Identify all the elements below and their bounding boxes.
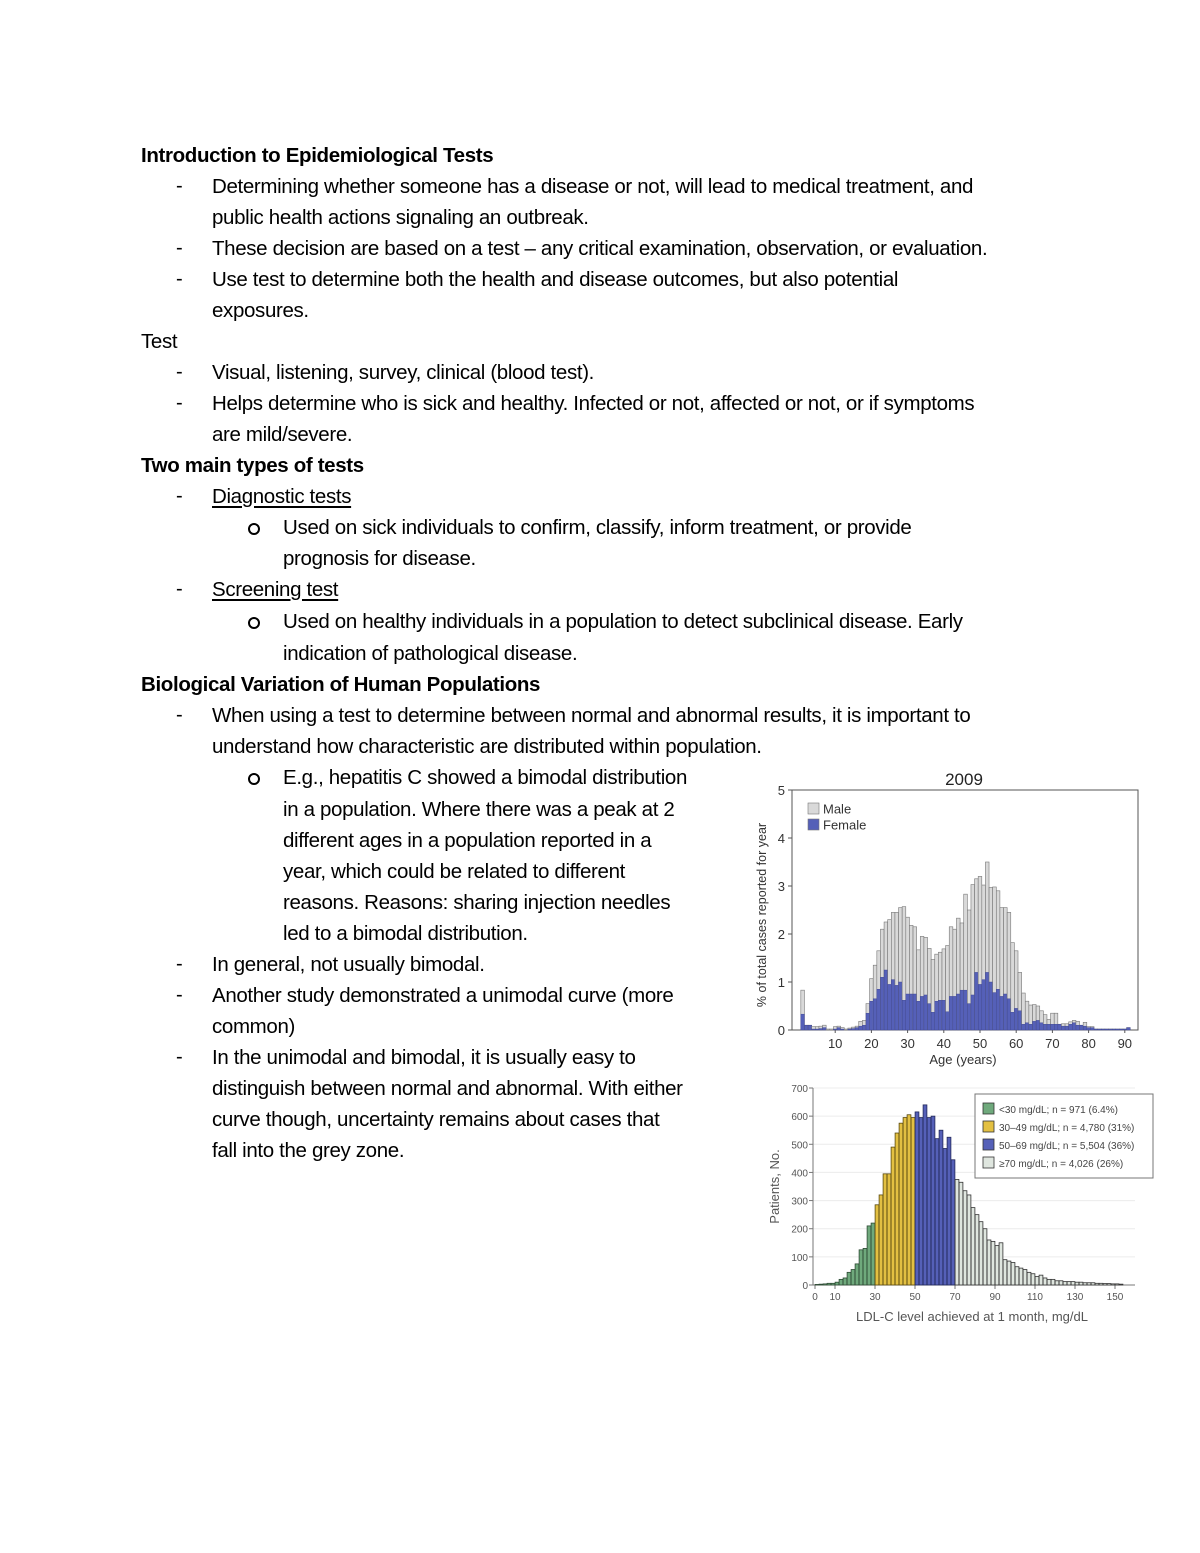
diagnostic-tests-label: Diagnostic tests xyxy=(212,485,352,508)
intro-bullet-3-line-1: Use test to determine both the health and disease outcomes, but also potential xyxy=(212,268,899,291)
bio-sub-line-5: reasons. Reasons: sharing injection needles xyxy=(283,891,671,914)
bio-bullet-4-line-3: curve though, uncertainty remains about cases that xyxy=(212,1108,660,1131)
screening-test-label: Screening test xyxy=(212,578,339,601)
x-axis-label: Age (years) xyxy=(929,1052,997,1067)
legend-label: 30–49 mg/dL; n = 4,780 (31%) xyxy=(999,1123,1135,1134)
svg-text:90: 90 xyxy=(1117,1036,1133,1051)
svg-text:150: 150 xyxy=(1106,1292,1124,1303)
svg-text:30: 30 xyxy=(900,1036,915,1051)
dash-bullet: - xyxy=(176,704,183,726)
svg-text:50: 50 xyxy=(909,1292,921,1303)
screening-sub-line-1: Used on healthy individuals in a population to detect subclinical disease. Early xyxy=(283,610,963,633)
intro-bullet-1-line-1: Determining whether someone has a disease or not, will lead to medical treatment, and xyxy=(212,175,974,198)
circle-bullet-icon xyxy=(248,773,260,785)
svg-text:3: 3 xyxy=(777,879,785,894)
svg-text:0: 0 xyxy=(802,1281,808,1292)
ldl-c-histogram xyxy=(755,1075,1165,1335)
dash-bullet: - xyxy=(176,485,183,507)
svg-text:5: 5 xyxy=(777,783,785,798)
bio-bullet-2: In general, not usually bimodal. xyxy=(212,953,485,976)
bio-sub-line-6: led to a bimodal distribution. xyxy=(283,922,528,945)
dash-bullet: - xyxy=(176,392,183,414)
svg-text:20: 20 xyxy=(864,1036,879,1051)
hepatitis-c-2009-histogram xyxy=(740,765,1160,1070)
svg-text:400: 400 xyxy=(791,1168,808,1180)
svg-text:80: 80 xyxy=(1081,1036,1096,1051)
dash-bullet: - xyxy=(176,984,183,1006)
y-axis-label: % of total cases reported for year xyxy=(755,822,769,1008)
legend-label: <30 mg/dL; n = 971 (6.4%) xyxy=(999,1105,1118,1116)
dash-bullet: - xyxy=(176,268,183,290)
bio-bullet-1-line-1: When using a test to determine between normal and abnormal results, it is important to xyxy=(212,704,971,727)
svg-text:200: 200 xyxy=(791,1224,808,1236)
test-bullet-1: Visual, listening, survey, clinical (blood test). xyxy=(212,361,595,384)
svg-text:4: 4 xyxy=(777,831,785,846)
svg-text:0: 0 xyxy=(777,1023,785,1038)
bio-bullet-4-line-1: In the unimodal and bimodal, it is usually easy to xyxy=(212,1046,636,1069)
svg-text:90: 90 xyxy=(989,1292,1001,1303)
dash-bullet: - xyxy=(176,953,183,975)
svg-text:50: 50 xyxy=(972,1036,988,1051)
intro-bullet-2: These decision are based on a test – any critical examination, observation, or evaluation. xyxy=(212,237,988,260)
legend-label: Female xyxy=(823,817,867,833)
heading-test: Test xyxy=(141,330,178,353)
bio-bullet-1-line-2: understand how characteristic are distributed within population. xyxy=(212,735,762,758)
bio-sub-line-1: E.g., hepatitis C showed a bimodal distribution xyxy=(283,766,688,789)
bio-sub-line-2: in a population. Where there was a peak at 2 xyxy=(283,798,675,821)
dash-bullet: - xyxy=(176,237,183,259)
svg-text:110: 110 xyxy=(1027,1292,1043,1303)
diagnostic-sub-line-1: Used on sick individuals to confirm, classify, inform treatment, or provide xyxy=(283,516,912,539)
legend-label: Male xyxy=(823,801,852,817)
svg-text:600: 600 xyxy=(791,1112,808,1124)
dash-bullet: - xyxy=(176,1046,183,1068)
dash-bullet: - xyxy=(176,578,183,600)
svg-text:70: 70 xyxy=(949,1292,961,1303)
svg-text:300: 300 xyxy=(791,1196,808,1208)
bio-sub-line-3: different ages in a population reported in a xyxy=(283,829,652,852)
test-bullet-2-line-1: Helps determine who is sick and healthy. Infected or not, affected or not, or if symptoms xyxy=(212,392,975,415)
chart-title: 2009 xyxy=(945,770,983,789)
bio-bullet-4-line-2: distinguish between normal and abnormal. With either xyxy=(212,1077,683,1100)
legend-label: ≥70 mg/dL; n = 4,026 (26%) xyxy=(999,1159,1124,1170)
svg-text:70: 70 xyxy=(1045,1036,1060,1051)
svg-text:40: 40 xyxy=(936,1036,952,1051)
bio-sub-line-4: year, which could be related to different xyxy=(283,860,625,883)
svg-text:2: 2 xyxy=(777,927,785,942)
screening-sub-line-2: indication of pathological disease. xyxy=(283,642,578,665)
svg-text:130: 130 xyxy=(1066,1292,1084,1303)
circle-bullet-icon xyxy=(248,617,260,629)
y-axis-label: Patients, No. xyxy=(767,1149,782,1224)
svg-text:1: 1 xyxy=(777,975,785,990)
test-bullet-2-line-2: are mild/severe. xyxy=(212,423,353,446)
intro-bullet-1-line-2: public health actions signaling an outbreak. xyxy=(212,206,589,229)
legend-label: 50–69 mg/dL; n = 5,504 (36%) xyxy=(999,1141,1135,1152)
dash-bullet: - xyxy=(176,175,183,197)
svg-text:60: 60 xyxy=(1008,1036,1024,1051)
svg-text:0: 0 xyxy=(812,1292,818,1303)
svg-text:500: 500 xyxy=(791,1140,808,1152)
svg-text:100: 100 xyxy=(791,1252,808,1264)
heading-two-types: Two main types of tests xyxy=(141,454,364,477)
intro-bullet-3-line-2: exposures. xyxy=(212,299,309,322)
diagnostic-sub-line-2: prognosis for disease. xyxy=(283,547,476,570)
circle-bullet-icon xyxy=(248,523,260,535)
svg-text:30: 30 xyxy=(869,1292,881,1303)
svg-text:700: 700 xyxy=(791,1084,808,1095)
dash-bullet: - xyxy=(176,361,183,383)
svg-text:10: 10 xyxy=(829,1292,841,1303)
bio-bullet-3-line-1: Another study demonstrated a unimodal curve (more xyxy=(212,984,674,1007)
heading-biological-variation: Biological Variation of Human Populations xyxy=(141,673,541,696)
x-axis-label: LDL-C level achieved at 1 month, mg/dL xyxy=(856,1309,1088,1324)
heading-intro: Introduction to Epidemiological Tests xyxy=(141,144,494,167)
bio-bullet-3-line-2: common) xyxy=(212,1015,295,1038)
svg-text:10: 10 xyxy=(827,1036,843,1051)
bio-bullet-4-line-4: fall into the grey zone. xyxy=(212,1139,405,1162)
